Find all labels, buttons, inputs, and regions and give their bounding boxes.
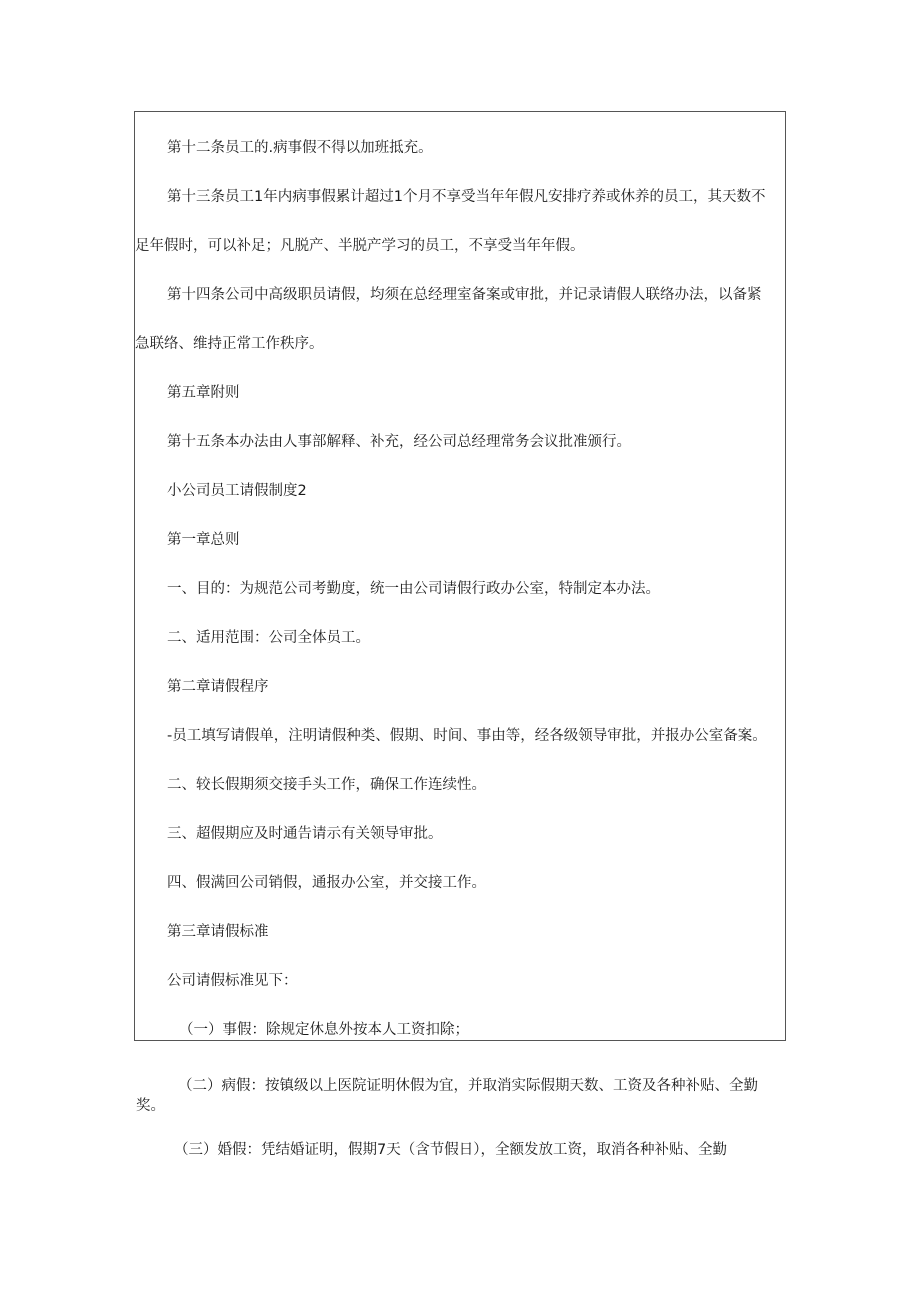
- procedure-item-4: 四、假满回公司销假，通报办公室，并交接工作。: [167, 875, 486, 891]
- scope-item: 二、适用范围：公司全体员工。: [167, 630, 370, 646]
- procedure-item-2: 二、较长假期须交接手头工作，确保工作连续性。: [167, 777, 486, 793]
- personal-leave-item: （一）事假：除规定休息外按本人工资扣除；: [179, 1022, 469, 1038]
- article-12: 第十二条员工的.病事假不得以加班抵充。: [167, 140, 433, 156]
- chapter-2-heading: 第二章请假程序: [167, 679, 269, 695]
- purpose-item: 一、目的：为规范公司考勤度，统一由公司请假行政办公室，特制定本办法。: [167, 581, 660, 597]
- marriage-leave-paragraph: [134, 1140, 786, 1160]
- doc-2-title: 小公司员工请假制度2: [167, 483, 307, 499]
- bordered-text-box: [134, 111, 786, 1041]
- procedure-item-3: 三、超假期应及时通告请示有关领导审批。: [167, 826, 443, 842]
- chapter-1-heading: 第一章总则: [167, 532, 240, 548]
- standards-intro: 公司请假标准见下：: [167, 973, 298, 989]
- article-13-line2: 足年假时，可以补足；凡脱产、半脱产学习的员工，不享受当年年假。: [135, 238, 585, 254]
- article-14-line2: 急联络、维持正常工作秩序。: [135, 336, 324, 352]
- article-15: 第十五条本办法由人事部解释、补充，经公司总经理常务会议批准颁行。: [167, 434, 631, 450]
- sick-leave-paragraph: [134, 1076, 786, 1116]
- chapter-5-heading: 第五章附则: [167, 385, 240, 401]
- article-13-line1: 第十三条员工1年内病事假累计超过1个月不享受当年年假凡安排疗养或休养的员工，其天数不: [167, 189, 766, 205]
- chapter-3-heading: 第三章请假标准: [167, 924, 269, 940]
- procedure-item-1: -员工填写请假单，注明请假种类、假期、时间、事由等，经各级领导审批，并报办公室备案。: [167, 728, 767, 744]
- article-14-line1: 第十四条公司中高级职员请假，均须在总经理室备案或审批，并记录请假人联络办法，以备紧: [167, 287, 762, 303]
- marriage-leave-line1: （三）婚假：凭结婚证明，假期7天（含节假日），全额发放工资，取消各种补贴、全勤: [174, 1142, 727, 1158]
- sick-leave-line1: （二）病假：按镇级以上医院证明休假为宜，并取消实际假期天数、工资及各种补贴、全勤: [178, 1078, 758, 1094]
- sick-leave-line2: 奖。: [136, 1098, 165, 1114]
